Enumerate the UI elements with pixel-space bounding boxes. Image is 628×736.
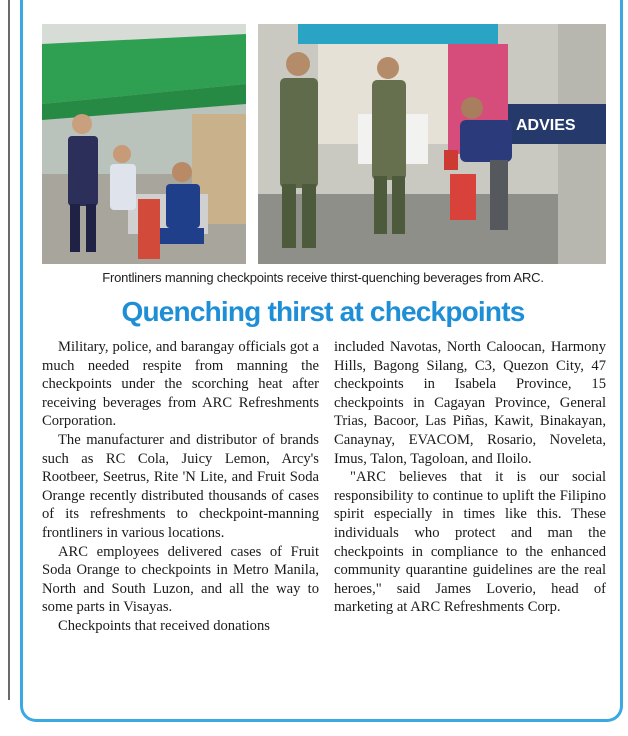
article-headline: Quenching thirst at checkpoints — [121, 296, 525, 327]
soldiers-scene-illustration — [258, 24, 606, 264]
paragraph: ARC employees delivered cases of Fruit Soda Orange to checkpoints in Metro Manila, North and South Luzon, and all the way to some parts in Visayas. — [42, 543, 319, 616]
photo-soldiers-checkpoint — [258, 24, 606, 264]
paragraph: "ARC believes that it is our social responsibility to continue to uplift the Filipino spirit especially in times like this. These individuals who protect and man the checkpoints in compliance to the enhanced community quarantine guidelines are the real heroes," said James Loverio, head of marketing at ARC Refreshments Corp. — [334, 469, 606, 616]
paragraph: Military, police, and barangay officials got a much needed respite from manning the checkpoints under the scorching heat after receiving beverages from ARC Refreshments Corporation. — [42, 339, 319, 430]
tent-scene-illustration — [42, 24, 246, 264]
photo-caption: Frontliners manning checkpoints receive thirst-quenching beverages from ARC. — [102, 270, 544, 285]
paragraph: Checkpoints that received donations — [58, 617, 270, 634]
paragraph: The manufacturer and distributor of brands such as RC Cola, Juicy Lemon, Arcy's Rootbeer, Seetrus, Rite 'N Lite, and Fruit Soda Orange recently distributed thousands of cases of its refreshments to checkpoint-manning frontliners in various locations. — [42, 431, 319, 541]
paragraph: included Navotas, North Caloocan, Harmony Hills, Bagong Silang, C3, Quezon City, 47 checkpoints in Isabela Province, 15 checkpoints in Cagayan Province, General Trias, Bacoor, Las Piñas, Kawit, Binakayan, Canaynay, EVACOM, Rosario, Noveleta, Imus, Talon, Tagoloan, and Iloilo. — [334, 339, 606, 467]
article-column-1 — [42, 338, 319, 636]
checkpoint-sign-text: ADVIES — [516, 117, 576, 134]
page-margin-rule — [8, 0, 10, 700]
photo-tent-checkpoint — [42, 24, 246, 264]
article-column-2 — [334, 338, 606, 617]
